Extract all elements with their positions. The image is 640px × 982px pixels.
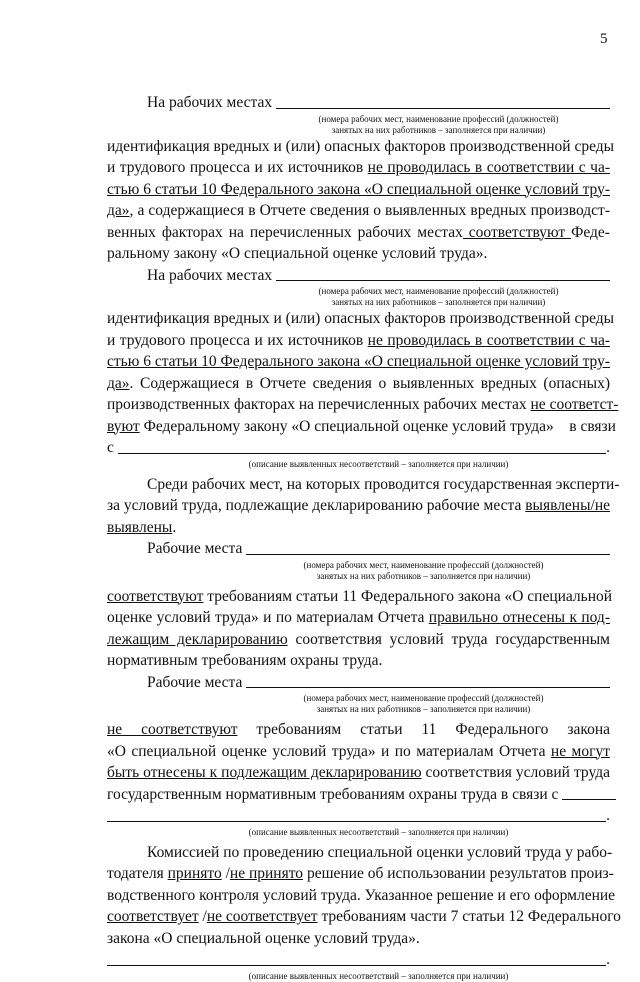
workplaces-input-line[interactable] <box>246 540 610 555</box>
paragraph-line: да». Содержащиеся в Отчете сведения о выявленных вредных (опасных) <box>107 374 610 392</box>
paragraph-line: государственным нормативным требованиям охраны труда в связи с <box>107 784 610 806</box>
paragraph-line: соответствуют требованиям статьи 11 Федерального закона «О специальной <box>107 587 613 605</box>
field-hint: (описание выявленных несоответствий – заполняется при наличии) <box>248 826 509 837</box>
workplaces-field-row <box>107 92 610 114</box>
paragraph-line: идентификация вредных и (или) опасных факторов производственной среды <box>107 310 615 327</box>
field-hint: занятых на них работников – заполняется при наличии) <box>331 297 546 307</box>
paragraph-line: выявлены. <box>107 518 177 536</box>
field-hint: (номера рабочих мест, наименование профессий (должностей) <box>318 113 559 124</box>
mismatch-description-input-line[interactable] <box>107 807 606 822</box>
paragraph-line: «О специальной оценке условий труда» и по материалам Отчета не могут <box>107 742 610 760</box>
reason-input-line[interactable] <box>562 785 616 800</box>
field-hint: занятых на них работников – заполняется при наличии) <box>316 704 531 714</box>
document-body <box>107 92 621 982</box>
workplaces-field-row <box>107 538 610 560</box>
paragraph-line: вуют Федеральному закону «О специальной оценке условий труда» в связи <box>107 417 616 435</box>
workplaces-label: На рабочих местах <box>147 266 273 284</box>
paragraph-line: оценке условий труда» и по материалам Отчета правильно отнесены к под- <box>107 609 610 626</box>
field-hint: занятых на них работников – заполняется при наличии) <box>331 124 546 135</box>
workplaces-field-row <box>107 672 610 694</box>
field-hint: (номера рабочих мест, наименование профессий (должностей) <box>318 286 559 296</box>
paragraph-line: Комиссией по проведению специальной оценки условий труда у рабо- <box>147 843 613 861</box>
paragraph-line: стью 6 статьи 10 Федерального закона «О специальной оценке условий тру- <box>107 180 610 198</box>
mismatch-field-row: с . <box>107 439 610 456</box>
paragraph-line: идентификация вредных и (или) опасных факторов производственной среды <box>107 137 615 155</box>
paragraph-line: Среди рабочих мест, на которых проводится государственная эксперти- <box>147 475 620 493</box>
paragraph-line: ральному закону «О специальной оценке условий труда». <box>107 245 488 262</box>
paragraph-line: за условий труда, подлежащие декларированию рабочие места выявлены/не <box>107 497 610 514</box>
paragraph-line: стью 6 статьи 10 Федерального закона «О специальной оценке условий тру- <box>107 353 610 370</box>
mismatch-description-input-line[interactable] <box>118 439 606 454</box>
field-hint: (описание выявленных несоответствий – заполняется при наличии) <box>248 970 509 981</box>
paragraph-line: венных факторах на перечисленных рабочих местах соответствуют Феде- <box>107 223 610 241</box>
paragraph-line: соответствует /не соответствует требованиям части 7 статьи 12 Федерального <box>107 908 621 925</box>
mismatch-field-row: . <box>107 949 610 971</box>
paragraph-line: и трудового процесса и их источников не проводилась в соответствии с ча- <box>107 159 610 176</box>
workplaces-field-row <box>107 265 610 287</box>
mismatch-description-input-line[interactable] <box>107 951 606 966</box>
paragraph-line: тодателя принято /не принято решение об использовании результатов произ- <box>107 865 614 882</box>
field-hint: занятых на них работников – заполняется при наличии) <box>316 570 531 581</box>
workplaces-input-line[interactable] <box>246 673 610 688</box>
workplaces-input-line[interactable] <box>276 266 610 281</box>
paragraph-line: нормативным требованиям охраны труда. <box>107 652 383 669</box>
workplaces-label: На рабочих местах <box>147 94 273 111</box>
field-hint: (номера рабочих мест, наименование профессий (должностей) <box>303 693 544 703</box>
paragraph-line: и трудового процесса и их источников не проводилась в соответствии с ча- <box>107 331 610 349</box>
page-number: 5 <box>600 31 608 47</box>
paragraph-line: водственного контроля условий труда. Указанное решение и его оформление <box>107 886 616 904</box>
workplaces-input-line[interactable] <box>276 94 610 109</box>
paragraph-line: не соответствуют требованиям статьи 11 Федерального закона <box>107 721 610 738</box>
paragraph-line: производственных факторах на перечисленных рабочих местах не соответст- <box>107 396 619 413</box>
paragraph-line: лежащим декларированию соответствия условий труда государственным <box>107 630 610 648</box>
workplaces-label: Рабочие места <box>147 673 243 691</box>
field-hint: (описание выявленных несоответствий – заполняется при наличии) <box>248 458 509 469</box>
paragraph-line: закона «О специальной оценке условий труда». <box>107 929 420 947</box>
workplaces-label: Рабочие места <box>147 540 243 557</box>
mismatch-field-row: . <box>107 805 610 827</box>
paragraph-line: быть отнесены к подлежащим декларированию соответствия условий труда <box>107 764 610 781</box>
paragraph-line: да», а содержащиеся в Отчете сведения о выявленных вредных производст- <box>107 202 610 219</box>
field-hint: (номера рабочих мест, наименование профессий (должностей) <box>303 559 544 570</box>
